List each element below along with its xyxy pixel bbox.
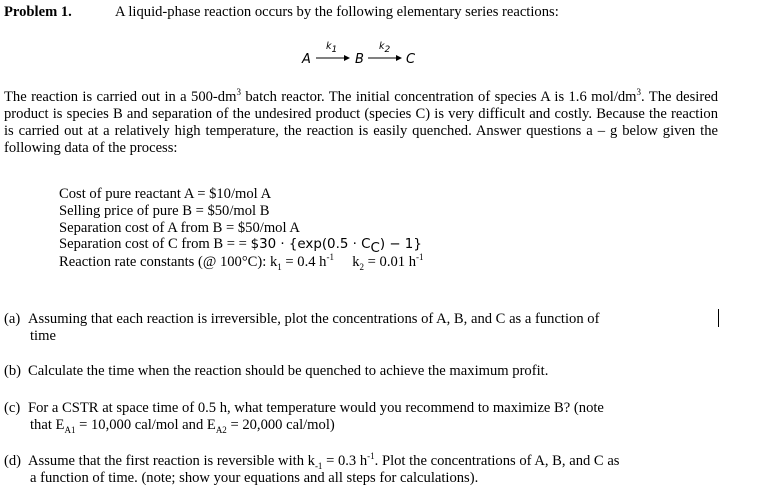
species-a: A xyxy=(302,52,311,67)
data-line-sep-c: Separation cost of C from B = = $30 · $\{\exp(0.5 \cdot C_C) - 1\}$ xyxy=(59,236,422,257)
reaction-scheme xyxy=(300,34,460,74)
data-line-rate-constants: Reaction rate constants (@ 100°C): $k_1 = 0.4$ $h^{-1}$ $k_2 = 0.01$ $h^{-1}$ xyxy=(59,252,424,273)
arrow-2-head xyxy=(396,55,402,61)
question-c-text: For a CSTR at space time of 0.5 h, what temperature would you recommend to maximize B? (note xyxy=(28,400,604,416)
data-line-cost-a: Cost of pure reactant A = $10/mol A xyxy=(59,186,272,202)
species-c: C xyxy=(406,52,416,67)
species-b: B xyxy=(355,52,364,67)
question-a-label: (a) xyxy=(4,311,21,327)
question-d-cont: a function of time. (note; show your equations and all steps for calculations). xyxy=(30,470,479,486)
data-line-price-b: Selling price of pure B = $50/mol B xyxy=(59,202,270,219)
question-b xyxy=(4,363,726,380)
question-b-text: Calculate the time when the reaction should be quenched to achieve the maximum profit. xyxy=(28,363,549,379)
problem-label: Problem 1. xyxy=(4,4,72,20)
question-c xyxy=(4,400,726,434)
data-line-sep-a: Separation cost of A from B = $50/mol A xyxy=(59,219,300,236)
problem-description: The reaction is carried out in a $500-dm^3$ batch reactor. The initial concentration of species A is 1.6 mol/$dm^3$. The desired product is species B and separation of the undesired product (species C) is very difficult and costly. Because the reaction is carried out at a relatively high temperature, the reaction is easily quenched. Answer questions a – g below given the following data of the process: xyxy=(4,87,718,156)
arrow-1-head xyxy=(344,55,350,61)
problem-statement: A liquid-phase reaction occurs by the following elementary series reactions: xyxy=(115,4,559,20)
question-b-label: (b) xyxy=(4,363,22,379)
rate-constant-k2: $k_2$ xyxy=(379,41,391,55)
process-data xyxy=(59,186,424,271)
question-d-text: Assume that the first reaction is reversible with $k_{-1} = 0.3$ $h^{-1}$. Plot the concentrations of A, B, and C as xyxy=(28,451,620,471)
question-d-label: (d) xyxy=(4,453,22,469)
question-a-text: Assuming that each reaction is irreversible, plot the concentrations of A, B, and C as a function of xyxy=(28,311,600,327)
rate-constant-k1: $k_1$ xyxy=(326,41,338,55)
text-cursor xyxy=(718,309,719,327)
question-c-cont: that $E_{A1} = 10,000$ cal/mol and $E_{A2} = 20,000$ cal/mol) xyxy=(30,417,335,435)
question-d xyxy=(4,453,726,487)
question-a-cont: time xyxy=(30,328,56,344)
question-a xyxy=(4,311,726,345)
question-c-label: (c) xyxy=(4,400,21,416)
